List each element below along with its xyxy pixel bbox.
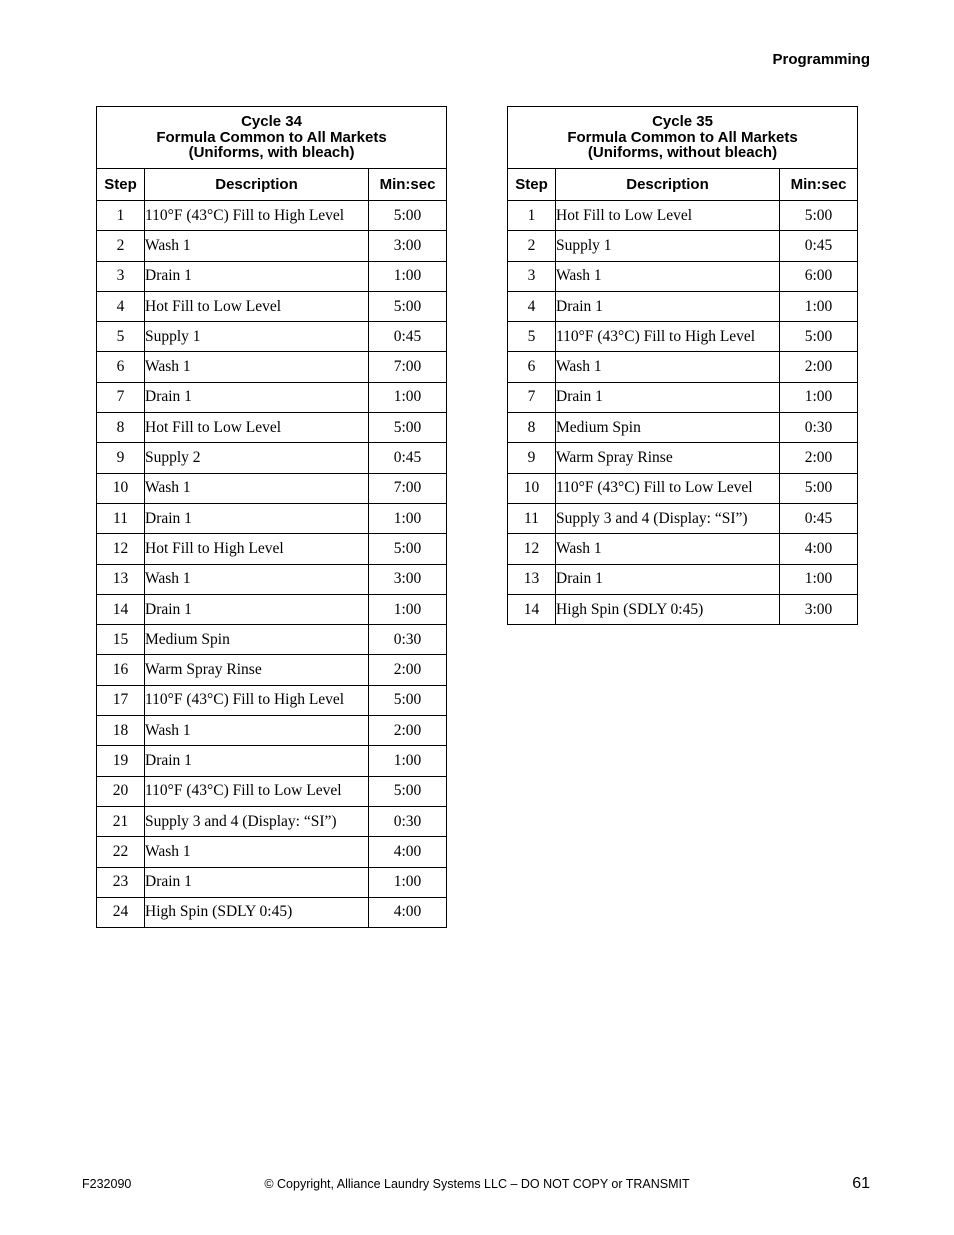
time-cell: 0:45	[780, 503, 858, 533]
description-cell: Supply 2	[145, 443, 369, 473]
time-cell: 7:00	[369, 352, 447, 382]
table-row	[508, 291, 858, 321]
description-cell: Drain 1	[145, 382, 369, 412]
table-title-line: Cycle 35	[652, 113, 713, 131]
table-body	[97, 201, 447, 928]
step-cell: 12	[508, 534, 556, 564]
description-cell: Supply 3 and 4 (Display: “SI”)	[145, 806, 369, 836]
time-cell: 5:00	[369, 534, 447, 564]
step-cell: 21	[97, 806, 145, 836]
description-cell: Hot Fill to High Level	[145, 534, 369, 564]
table-row	[97, 625, 447, 655]
cycle-35-table	[507, 106, 858, 625]
description-cell: 110°F (43°C) Fill to High Level	[556, 322, 780, 352]
table-row	[97, 231, 447, 261]
page-number: 61	[852, 1175, 870, 1192]
table-row	[508, 231, 858, 261]
step-cell: 24	[97, 897, 145, 927]
description-cell: Drain 1	[556, 382, 780, 412]
table-title-line: Formula Common to All Markets	[156, 128, 387, 146]
step-cell: 4	[508, 291, 556, 321]
description-cell: Wash 1	[145, 716, 369, 746]
time-cell: 5:00	[780, 322, 858, 352]
time-cell: 1:00	[369, 594, 447, 624]
step-cell: 17	[97, 685, 145, 715]
table-row	[97, 352, 447, 382]
time-cell: 5:00	[369, 201, 447, 231]
time-cell: 3:00	[369, 231, 447, 261]
step-cell: 8	[508, 413, 556, 443]
description-cell: Wash 1	[145, 231, 369, 261]
step-cell: 9	[508, 443, 556, 473]
time-cell: 0:30	[780, 413, 858, 443]
time-cell: 1:00	[369, 503, 447, 533]
step-cell: 8	[97, 413, 145, 443]
time-cell: 0:45	[369, 443, 447, 473]
time-cell: 1:00	[780, 291, 858, 321]
table-row	[508, 322, 858, 352]
description-cell: 110°F (43°C) Fill to High Level	[145, 685, 369, 715]
description-cell: High Spin (SDLY 0:45)	[145, 897, 369, 927]
column-header-time: Min:sec	[369, 169, 447, 201]
table-row	[508, 473, 858, 503]
table-row	[97, 837, 447, 867]
time-cell: 4:00	[369, 897, 447, 927]
step-cell: 4	[97, 291, 145, 321]
description-cell: Warm Spray Rinse	[145, 655, 369, 685]
table-row	[97, 716, 447, 746]
column-header-time: Min:sec	[780, 169, 858, 201]
table-row	[97, 413, 447, 443]
step-cell: 20	[97, 776, 145, 806]
description-cell: Wash 1	[556, 261, 780, 291]
time-cell: 3:00	[369, 564, 447, 594]
copyright-notice: © Copyright, Alliance Laundry Systems LLC – DO NOT COPY or TRANSMIT	[264, 1177, 690, 1191]
time-cell: 5:00	[369, 685, 447, 715]
description-cell: Warm Spray Rinse	[556, 443, 780, 473]
step-cell: 6	[97, 352, 145, 382]
table-row	[97, 897, 447, 927]
table-row	[97, 322, 447, 352]
step-cell: 18	[97, 716, 145, 746]
table-row	[97, 261, 447, 291]
description-cell: Supply 1	[145, 322, 369, 352]
table-row	[97, 776, 447, 806]
description-cell: High Spin (SDLY 0:45)	[556, 594, 780, 624]
step-cell: 16	[97, 655, 145, 685]
step-cell: 11	[508, 503, 556, 533]
table-row	[97, 382, 447, 412]
table-row	[97, 594, 447, 624]
table-row	[508, 503, 858, 533]
description-cell: Hot Fill to Low Level	[145, 291, 369, 321]
table-title	[508, 107, 858, 169]
column-header-step: Step	[97, 169, 145, 201]
time-cell: 0:45	[780, 231, 858, 261]
step-cell: 5	[97, 322, 145, 352]
table-row	[508, 594, 858, 624]
step-cell: 14	[508, 594, 556, 624]
step-cell: 12	[97, 534, 145, 564]
time-cell: 1:00	[369, 261, 447, 291]
time-cell: 6:00	[780, 261, 858, 291]
step-cell: 2	[97, 231, 145, 261]
time-cell: 2:00	[780, 443, 858, 473]
table-row	[97, 291, 447, 321]
step-cell: 3	[508, 261, 556, 291]
description-cell: Wash 1	[145, 473, 369, 503]
step-cell: 7	[97, 382, 145, 412]
step-cell: 23	[97, 867, 145, 897]
description-cell: Supply 1	[556, 231, 780, 261]
section-header: Programming	[772, 51, 870, 68]
cycle-34-table	[96, 106, 447, 928]
description-cell: Medium Spin	[145, 625, 369, 655]
table-row	[508, 443, 858, 473]
description-cell: Wash 1	[556, 534, 780, 564]
time-cell: 3:00	[780, 594, 858, 624]
table-row	[97, 503, 447, 533]
table-row	[97, 473, 447, 503]
table-title-line: (Uniforms, with bleach)	[188, 144, 355, 162]
table-title-line: (Uniforms, without bleach)	[587, 144, 778, 162]
description-cell: Supply 3 and 4 (Display: “SI”)	[556, 503, 780, 533]
table-row	[508, 382, 858, 412]
description-cell: Wash 1	[145, 837, 369, 867]
table-row	[97, 443, 447, 473]
table-row	[508, 413, 858, 443]
table-title-line: Cycle 34	[241, 113, 302, 131]
step-cell: 1	[508, 201, 556, 231]
time-cell: 5:00	[369, 776, 447, 806]
table-row	[508, 201, 858, 231]
time-cell: 1:00	[780, 382, 858, 412]
table-row	[97, 655, 447, 685]
time-cell: 5:00	[780, 201, 858, 231]
time-cell: 1:00	[369, 867, 447, 897]
description-cell: Wash 1	[556, 352, 780, 382]
description-cell: 110°F (43°C) Fill to Low Level	[556, 473, 780, 503]
column-header-description: Description	[145, 169, 369, 201]
time-cell: 1:00	[780, 564, 858, 594]
document-id: F232090	[82, 1177, 132, 1191]
table-row	[97, 201, 447, 231]
time-cell: 0:45	[369, 322, 447, 352]
table-title-line: Formula Common to All Markets	[567, 128, 798, 146]
table-row	[508, 261, 858, 291]
table-row	[97, 534, 447, 564]
step-cell: 7	[508, 382, 556, 412]
time-cell: 4:00	[369, 837, 447, 867]
description-cell: Wash 1	[145, 352, 369, 382]
step-cell: 13	[508, 564, 556, 594]
step-cell: 19	[97, 746, 145, 776]
table-row	[97, 564, 447, 594]
time-cell: 5:00	[780, 473, 858, 503]
table-row	[508, 352, 858, 382]
time-cell: 5:00	[369, 413, 447, 443]
description-cell: Drain 1	[145, 261, 369, 291]
step-cell: 14	[97, 594, 145, 624]
step-cell: 15	[97, 625, 145, 655]
time-cell: 0:30	[369, 806, 447, 836]
table-row	[97, 685, 447, 715]
step-cell: 13	[97, 564, 145, 594]
table-row	[508, 564, 858, 594]
description-cell: Wash 1	[145, 564, 369, 594]
step-cell: 10	[97, 473, 145, 503]
time-cell: 1:00	[369, 746, 447, 776]
step-cell: 6	[508, 352, 556, 382]
time-cell: 2:00	[369, 716, 447, 746]
table-row	[97, 867, 447, 897]
column-header-step: Step	[508, 169, 556, 201]
description-cell: Drain 1	[145, 594, 369, 624]
step-cell: 22	[97, 837, 145, 867]
table-row	[508, 534, 858, 564]
time-cell: 2:00	[780, 352, 858, 382]
description-cell: 110°F (43°C) Fill to High Level	[145, 201, 369, 231]
description-cell: Medium Spin	[556, 413, 780, 443]
time-cell: 4:00	[780, 534, 858, 564]
column-header-description: Description	[556, 169, 780, 201]
description-cell: Drain 1	[145, 746, 369, 776]
table-body	[508, 201, 858, 625]
step-cell: 5	[508, 322, 556, 352]
description-cell: Hot Fill to Low Level	[556, 201, 780, 231]
description-cell: Hot Fill to Low Level	[145, 413, 369, 443]
step-cell: 11	[97, 503, 145, 533]
table-title	[97, 107, 447, 169]
step-cell: 1	[97, 201, 145, 231]
table-row	[97, 806, 447, 836]
table-row	[97, 746, 447, 776]
step-cell: 9	[97, 443, 145, 473]
time-cell: 7:00	[369, 473, 447, 503]
description-cell: Drain 1	[145, 867, 369, 897]
time-cell: 0:30	[369, 625, 447, 655]
step-cell: 3	[97, 261, 145, 291]
time-cell: 2:00	[369, 655, 447, 685]
step-cell: 10	[508, 473, 556, 503]
description-cell: Drain 1	[556, 291, 780, 321]
description-cell: 110°F (43°C) Fill to Low Level	[145, 776, 369, 806]
description-cell: Drain 1	[556, 564, 780, 594]
description-cell: Drain 1	[145, 503, 369, 533]
step-cell: 2	[508, 231, 556, 261]
time-cell: 1:00	[369, 382, 447, 412]
time-cell: 5:00	[369, 291, 447, 321]
